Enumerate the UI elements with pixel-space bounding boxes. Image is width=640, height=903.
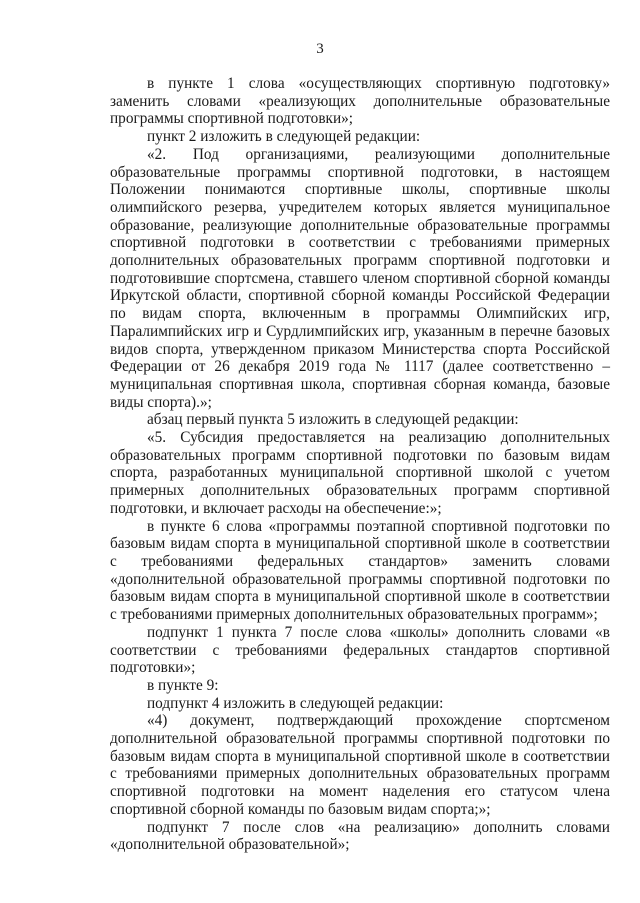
- paragraph: подпункт 1 пункта 7 после слова «школы» дополнить словами «в соответствии с требованиями федеральных стандартов спортивной подготовки»;: [110, 623, 610, 677]
- page-number: 3: [316, 41, 324, 57]
- paragraph: «2. Под организациями, реализующими дополнительные образовательные программы спортивной подготовки, в настоящем Положении понимаются спортивные школы, спортивные школы олимпийского резерва, учредителем которых является муниципальное образование, реализующие дополнительные образовательные программы спортивной подготовки в соответствии с требованиями примерных дополнительных образовательных программ спортивной подготовки и подготовившие спортсмена, ставшего членом спортивной сборной команды Иркутской области, спортивной сборной команды Российской Федерации по видам спорта, включенным в программы Олимпийских игр, Паралимпийских игр и Сурдлимпийских игр, указанным в перечне базовых видов спорта, утвержденном приказом Министерства спорта Российской Федерации от 26 декабря 2019 года № 1117 (далее соответственно – муниципальная спортивная школа, спортивная сборная команда, базовые виды спорта).»;: [110, 145, 610, 411]
- document-body: [110, 75, 610, 854]
- paragraph: абзац первый пункта 5 изложить в следующей редакции:: [147, 411, 519, 429]
- paragraph: «5. Субсидия предоставляется на реализацию дополнительных образовательных программ спортивной подготовки по базовым видам спорта, разработанных муниципальной спортивной школой с учетом примерных дополнительных образовательных программ спортивной подготовки, и включает расходы на обеспечение:»;: [110, 429, 610, 517]
- paragraph: в пункте 9:: [147, 676, 219, 694]
- paragraph: подпункт 4 изложить в следующей редакции:: [147, 694, 444, 712]
- paragraph: в пункте 6 слова «программы поэтапной спортивной подготовки по базовым видам спорта в муниципальной спортивной школе в соответствии с требованиями федеральных стандартов» заменить словами «дополнительной образовательной программы спортивной подготовки по базовым видам спорта в муниципальной спортивной школе в соответствии с требованиями примерных дополнительных образовательных программ»;: [110, 517, 610, 624]
- paragraph: в пункте 1 слова «осуществляющих спортивную подготовку» заменить словами «реализующих дополнительные образовательные программы спортивной подготовки»;: [110, 75, 610, 128]
- paragraph: «4) документ, подтверждающий прохождение спортсменом дополнительной образовательной программы спортивной подготовки по базовым видам спорта в муниципальной спортивной школе в соответствии с требованиями примерных дополнительных образовательных программ спортивной подготовки на момент наделения его статусом члена спортивной сборной команды по базовым видам спорта;»;: [110, 712, 610, 818]
- paragraph: пункт 2 изложить в следующей редакции:: [147, 128, 421, 146]
- paragraph: подпункт 7 после слов «на реализацию» дополнить словами «дополнительной образовательной»;: [110, 818, 610, 854]
